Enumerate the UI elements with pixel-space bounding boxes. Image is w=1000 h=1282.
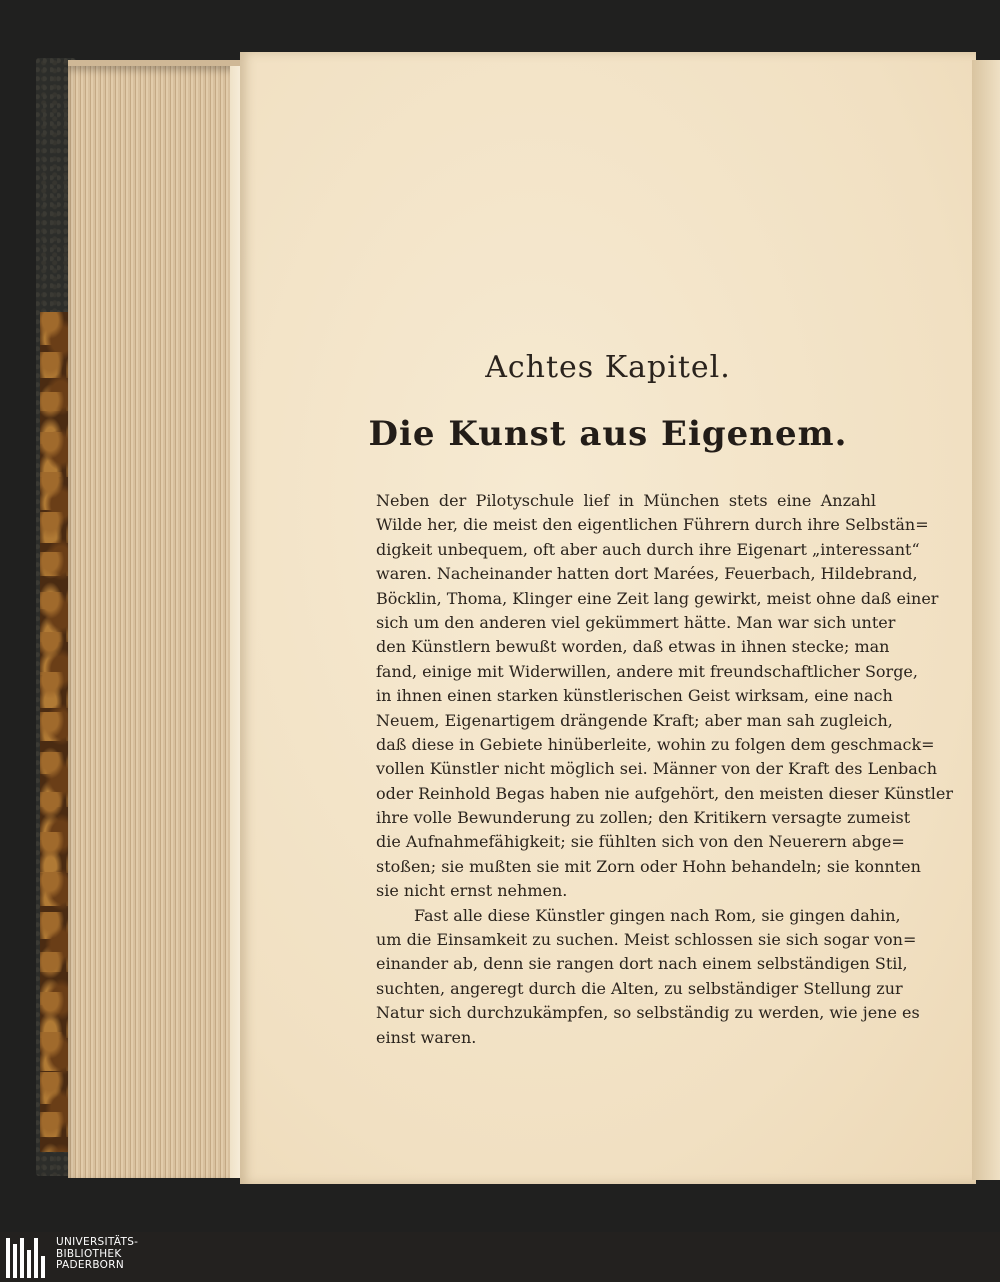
text-line: daß diese in Gebiete hinüberleite, wohin zu folgen dem geschmack= (376, 734, 935, 754)
text-line: Fast alle diese Künstler gingen nach Rom, sie gingen dahin, (414, 905, 901, 925)
text-line: den Künstlern bewußt worden, daß etwas in ihnen stecke; man (376, 637, 890, 657)
text-line: um die Einsamkeit zu suchen. Meist schlossen sie sich sogar von= (376, 930, 917, 950)
text-line: Neuem, Eigenartigem drängende Kraft; aber man sah zugleich, (376, 710, 893, 730)
text-line: einander ab, denn sie rangen dort nach einem selbständigen Stil, (376, 954, 908, 974)
text-line: digkeit unbequem, oft aber auch durch ihre Eigenart „interessant“ (376, 539, 920, 559)
text-line: einst waren. (376, 1027, 477, 1047)
text-line: oder Reinhold Begas haben nie aufgehört, den meisten dieser Künstler (376, 783, 953, 803)
text-line: waren. Nacheinander hatten dort Marées, Feuerbach, Hildebrand, (376, 564, 918, 584)
text-line: Neben der Pilotyschule lief in München stets eine Anzahl (376, 491, 876, 510)
text-line: Böcklin, Thoma, Klinger eine Zeit lang gewirkt, meist ohne daß einer (376, 588, 939, 608)
text-line: die Aufnahmefähigkeit; sie fühlten sich von den Neuerern abge= (376, 832, 905, 852)
text-line: vollen Künstler nicht möglich sei. Männer von der Kraft des Lenbach (376, 759, 938, 779)
text-line: ihre volle Bewunderung zu zollen; den Kritikern versagte zumeist (376, 808, 911, 828)
text-line: suchten, angeregt durch die Alten, zu selbständiger Stellung zur (376, 978, 903, 998)
logo-line: BIBLIOTHEK (56, 1247, 122, 1260)
body-text (376, 489, 953, 1050)
chapter-title: Die Kunst aus Eigenem. (368, 414, 848, 454)
library-logo-icon (6, 1238, 50, 1278)
facing-page-edge (972, 60, 1000, 1180)
text-line: sie nicht ernst nehmen. (376, 881, 568, 901)
library-logo-text (56, 1237, 138, 1272)
page-edges (68, 60, 240, 1178)
text-line: fand, einige mit Widerwillen, andere mit freundschaftlicher Sorge, (376, 661, 918, 681)
logo-line: UNIVERSITÄTS- (56, 1236, 139, 1248)
logo-line: PADERBORN (56, 1259, 124, 1271)
text-line: Natur sich durchzukämpfen, so selbständig zu werden, wie jene es (376, 1003, 920, 1023)
library-footer-bar (0, 1232, 1000, 1282)
text-line: in ihnen einen starken künstlerischen Geist wirksam, eine nach (376, 686, 893, 706)
chapter-number: Achtes Kapitel. (485, 350, 731, 385)
text-line: sich um den anderen viel gekümmert hätte. Man war sich unter (376, 612, 896, 632)
text-line: stoßen; sie mußten sie mit Zorn oder Hohn behandeln; sie konnten (376, 856, 921, 876)
text-line: Wilde her, die meist den eigentlichen Führern durch ihre Selbstän= (376, 515, 929, 535)
